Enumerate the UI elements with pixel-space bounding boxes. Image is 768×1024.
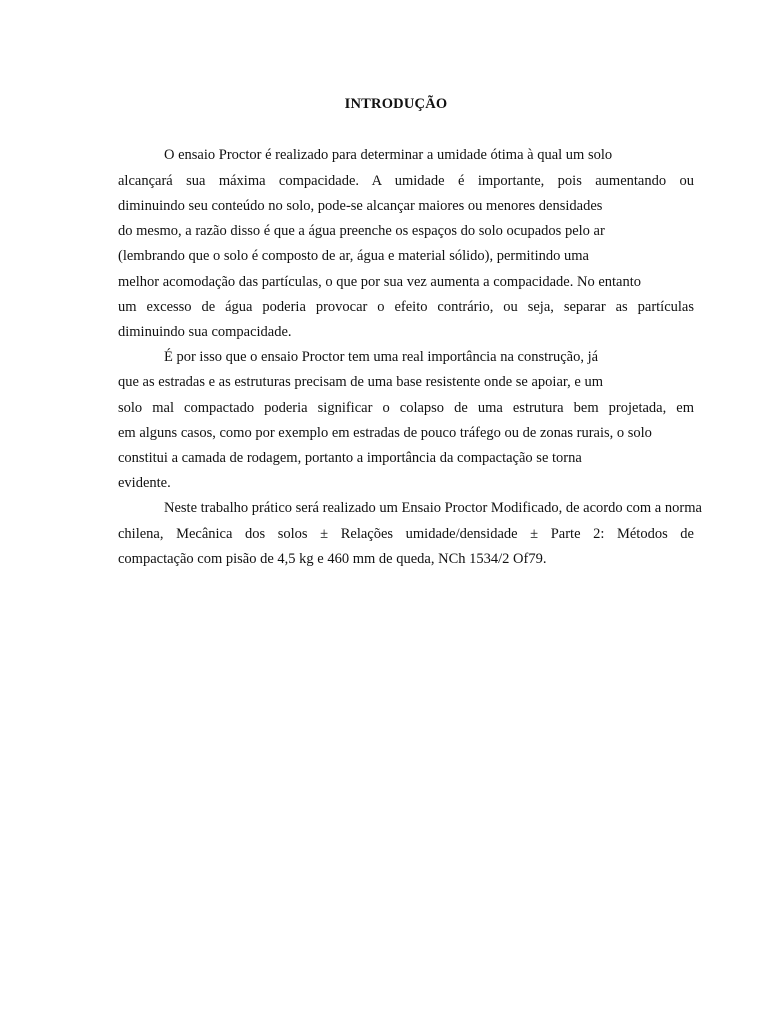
paragraph-line: solo mal compactado poderia significar o colapso de uma estrutura bem projetada, em (118, 400, 694, 416)
paragraph-line: diminuindo seu conteúdo no solo, pode-se alcançar maiores ou menores densidades (118, 198, 603, 214)
paragraph-line: O ensaio Proctor é realizado para determinar a umidade ótima à qual um solo (164, 147, 613, 163)
paragraph-line: um excesso de água poderia provocar o efeito contrário, ou seja, separar as partículas (118, 299, 694, 315)
paragraph-line: que as estradas e as estruturas precisam de uma base resistente onde se apoiar, e um (118, 374, 603, 390)
paragraph-line: alcançará sua máxima compacidade. A umidade é importante, pois aumentando ou (118, 173, 694, 189)
paragraph-line: melhor acomodação das partículas, o que por sua vez aumenta a compacidade. No entanto (118, 274, 641, 290)
paragraph-line: (lembrando que o solo é composto de ar, água e material sólido), permitindo uma (118, 248, 589, 264)
paragraph-line: É por isso que o ensaio Proctor tem uma real importância na construção, já (164, 349, 599, 365)
paragraph-line: compactação com pisão de 4,5 kg e 460 mm de queda, NCh 1534/2 Of79. (118, 551, 547, 567)
paragraph-line: do mesmo, a razão disso é que a água preenche os espaços do solo ocupados pelo ar (118, 223, 605, 239)
paragraph-line: diminuindo sua compacidade. (118, 324, 292, 340)
paragraph-line: constitui a camada de rodagem, portanto a importância da compactação se torna (118, 450, 582, 466)
paragraph-line: chilena, Mecânica dos solos ± Relações umidade/densidade ± Parte 2: Métodos de (118, 526, 694, 542)
paragraph-line: evidente. (118, 475, 171, 491)
page-title: INTRODUÇÃO (344, 96, 448, 112)
paragraph-line: em alguns casos, como por exemplo em estradas de pouco tráfego ou de zonas rurais, o solo (118, 425, 652, 441)
paragraph-line: Neste trabalho prático será realizado um Ensaio Proctor Modificado, de acordo com a norma (164, 500, 702, 516)
